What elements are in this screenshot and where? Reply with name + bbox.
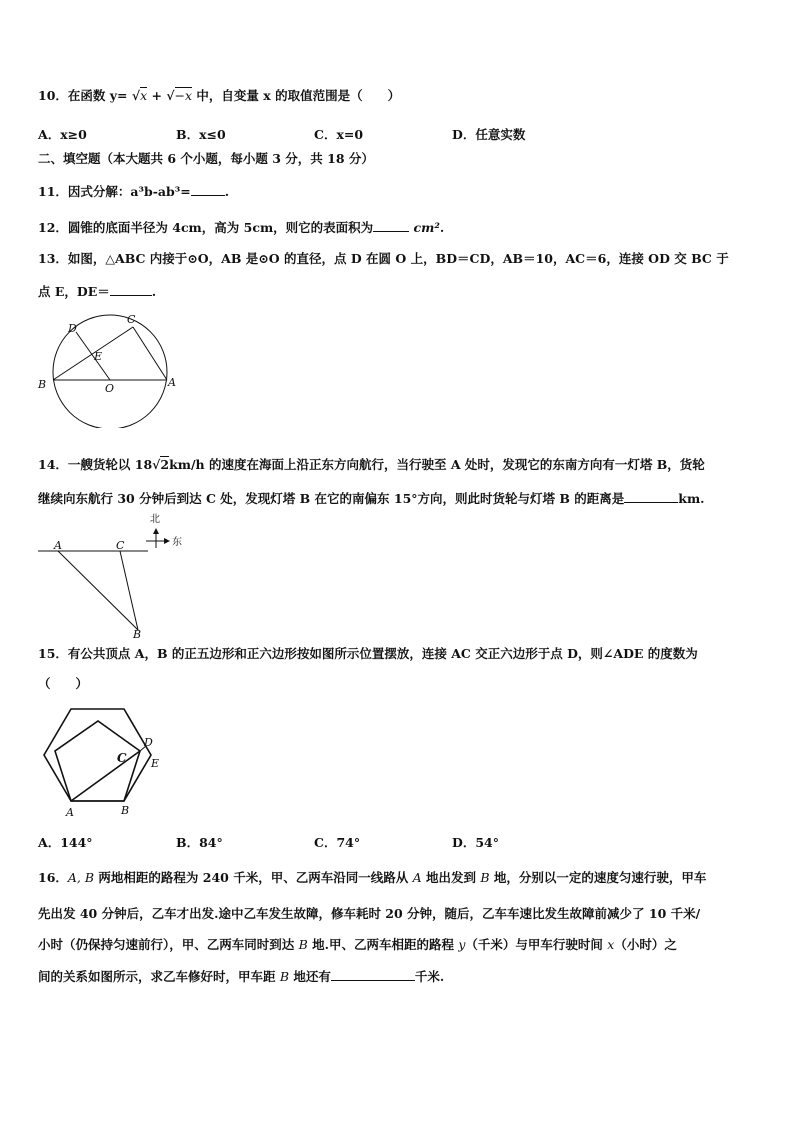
label-d: D xyxy=(68,322,77,335)
q16-x-var: x xyxy=(607,937,615,952)
label-a: A xyxy=(66,806,74,819)
q16-line4-b: 地还有 xyxy=(289,969,331,984)
q14-root: 2 xyxy=(160,457,170,472)
segment-ab xyxy=(58,551,138,630)
q11-end: . xyxy=(224,184,230,199)
q10-option-b[interactable]: B．x≤0 xyxy=(176,127,226,142)
question-16-line3 xyxy=(38,937,677,953)
question-14-line1 xyxy=(38,457,705,473)
question-16-line4 xyxy=(38,968,444,985)
q16-line4-a: 间的关系如图所示，求乙车修好时，甲车距 xyxy=(38,969,280,984)
question-12 xyxy=(38,219,444,236)
q12-end: . xyxy=(439,220,445,235)
label-b: B xyxy=(38,378,47,391)
section-heading: 二、填空题（本大题共 6 个小题，每小题 3 分，共 18 分） xyxy=(38,151,374,166)
q16-b: B xyxy=(480,870,490,885)
q16-line3-b-var: B xyxy=(298,937,308,952)
q13-answer-blank[interactable] xyxy=(110,283,152,296)
label-a: A xyxy=(168,376,176,389)
label-a: A xyxy=(54,539,62,552)
q14-line2-end: km. xyxy=(678,491,705,506)
label-c: C xyxy=(116,539,125,552)
label-north: 北 xyxy=(150,514,160,525)
q11-answer-blank[interactable] xyxy=(191,183,225,196)
label-d: D xyxy=(144,736,153,749)
q11-text: 11．因式分解：a³b-ab³= xyxy=(38,184,191,199)
q15-option-d[interactable]: D．54° xyxy=(452,835,499,850)
segment-bc xyxy=(53,327,133,380)
q15-polygon-figure xyxy=(40,708,180,820)
question-13-line1: 13．如图，△ABC 内接于⊙O，AB 是⊙O 的直径，点 D 在圆 O 上，BD＝CD，AB＝10，AC＝6，连接 OD 交 BC 于 xyxy=(38,251,729,266)
q16-a: A xyxy=(412,870,422,885)
question-10 xyxy=(38,88,400,104)
segment-ac xyxy=(71,751,140,801)
q16-line1-d: 地，分别以一定的速度匀速行驶，甲车 xyxy=(489,870,707,885)
label-c: C xyxy=(117,751,127,765)
segment-do xyxy=(76,332,110,380)
q16-line1-c: 地出发到 xyxy=(421,870,481,885)
q16-number: 16． xyxy=(38,870,68,885)
q16-y-var: y xyxy=(458,937,466,952)
q16-line3-d: （小时）之 xyxy=(614,937,677,952)
q14-line2-text: 继续向东航行 30 分钟后到达 C 处，发现灯塔 B 在它的南偏东 15°方向，则此时货轮与灯塔 B 的距离是 xyxy=(38,491,625,506)
q12-text: 12．圆锥的底面半径为 4cm，高为 5cm，则它的表面积为 xyxy=(38,220,374,235)
q16-line4-b-var: B xyxy=(279,969,290,984)
q14-navigation-figure xyxy=(36,508,196,640)
q16-line3-c: （千米）与甲车行驶时间 xyxy=(465,937,608,952)
sqrt-icon: √ xyxy=(152,457,161,472)
q15-option-b[interactable]: B．84° xyxy=(176,835,223,850)
q16-answer-blank[interactable] xyxy=(331,968,415,981)
q10-option-a[interactable]: A．x≥0 xyxy=(38,127,87,142)
q14-line1-a: 14．一艘货轮以 18 xyxy=(38,457,153,472)
q10-plus: + xyxy=(147,88,167,103)
label-b: B xyxy=(133,628,142,640)
label-o: O xyxy=(105,382,115,395)
question-15-line1: 15．有公共顶点 A，B 的正五边形和正六边形按如图所示位置摆放，连接 AC 交正六边形于点 D，则∠ADE 的度数为 xyxy=(38,646,698,661)
q13-end: . xyxy=(151,284,157,299)
question-16-line1 xyxy=(38,870,706,886)
q16-line3-b: 地.甲、乙两车相距的路程 xyxy=(307,937,459,952)
q10-suffix: 中，自变量 x 的取值范围是（ ） xyxy=(192,88,401,103)
q10-root2: −x xyxy=(174,88,193,103)
sqrt-icon: √ xyxy=(131,88,141,103)
q14-line1-b: km/h 的速度在海面上沿正东方向航行，当行驶至 A 处时，发现它的东南方向有一灯塔 B，货轮 xyxy=(169,457,705,472)
q16-line1-b: 两地相距的路程为 240 千米，甲、乙两车沿同一线路从 xyxy=(94,870,413,885)
question-15-line2: （ ） xyxy=(38,676,89,691)
question-16-line2: 先出发 40 分钟后，乙车才出发.途中乙车发生故障，修车耗时 20 分钟，随后，乙车车速比发生故障前减少了 10 千米/ xyxy=(38,906,701,921)
label-e: E xyxy=(94,350,103,363)
question-11 xyxy=(38,183,229,200)
segment-cb xyxy=(120,551,138,630)
sqrt-icon: √ xyxy=(166,88,175,103)
label-east: 东 xyxy=(172,537,182,548)
question-13-line2 xyxy=(38,283,156,300)
q12-answer-blank[interactable] xyxy=(373,219,409,232)
question-14-line2 xyxy=(38,490,705,507)
q16-ab: A, B xyxy=(67,870,95,885)
q13-circle-figure xyxy=(34,310,194,428)
q15-option-a[interactable]: A．144° xyxy=(38,835,93,850)
east-arrow-icon xyxy=(164,538,170,544)
label-b: B xyxy=(121,804,130,817)
q10-prefix: 10．在函数 y= xyxy=(38,88,132,103)
north-arrow-icon xyxy=(153,528,159,534)
q10-option-c[interactable]: C．x=0 xyxy=(314,127,364,142)
q15-option-c[interactable]: C．74° xyxy=(314,835,361,850)
q13-line2-text: 点 E，DE＝ xyxy=(38,284,110,299)
label-c: C xyxy=(127,313,136,326)
label-e: E xyxy=(151,757,160,770)
q14-answer-blank[interactable] xyxy=(624,490,678,503)
q10-root1: x xyxy=(140,88,148,103)
segment-ca xyxy=(133,327,167,380)
q10-option-d[interactable]: D．任意实数 xyxy=(452,127,526,142)
q12-unit: cm² xyxy=(413,220,440,235)
q16-line4-c: 千米. xyxy=(414,969,445,984)
q16-line3-a: 小时（仍保持匀速前行），甲、乙两车同时到达 xyxy=(38,937,299,952)
